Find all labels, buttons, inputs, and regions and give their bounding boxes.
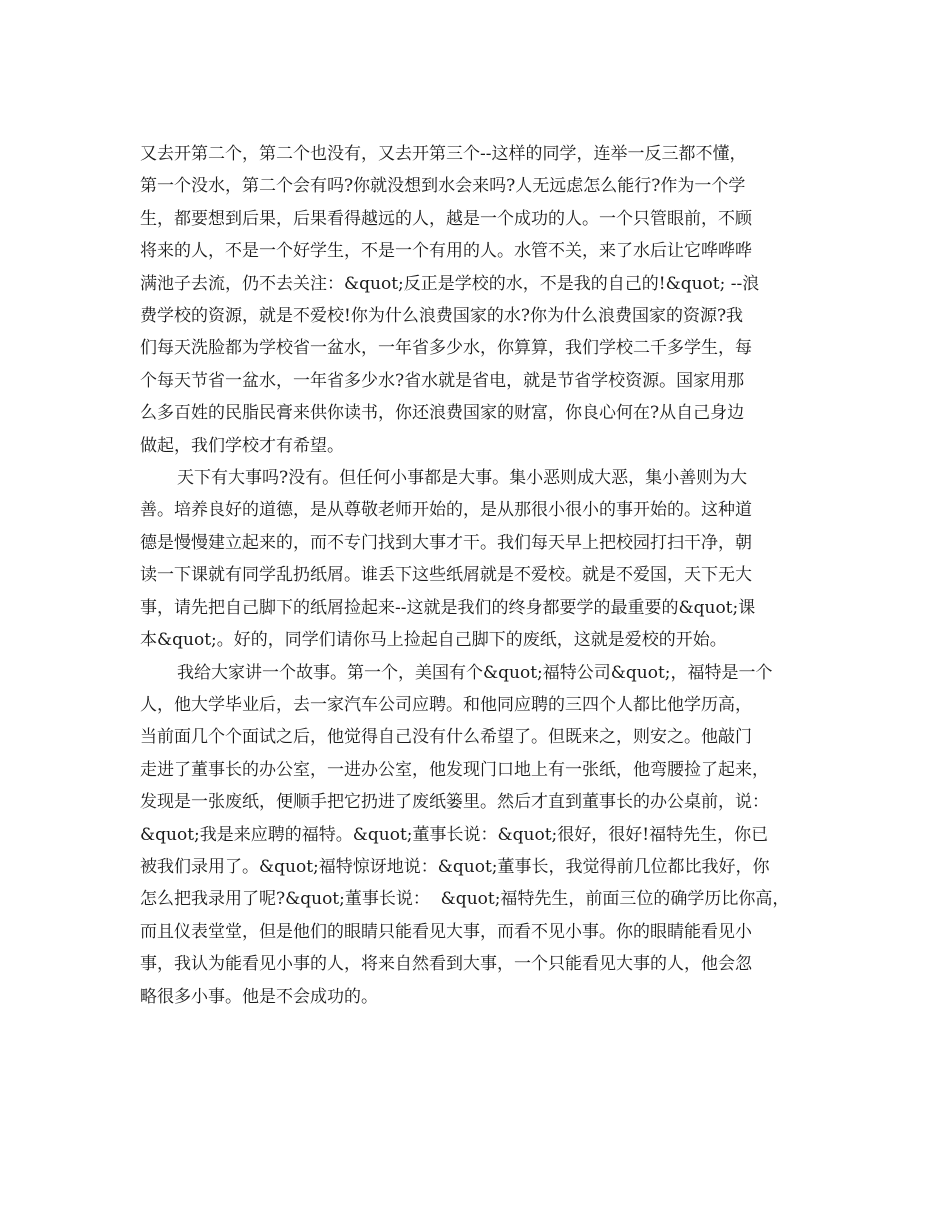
text-line: 本&quot;。好的，同学们请你马上捡起自己脚下的废纸，这就是爱校的开始。 [140, 630, 727, 651]
text-line: 满池子去流，仍不去关注：&quot;反正是学校的水，不是我的自己的!&quot; --浪 [140, 273, 760, 294]
text-line: 当前面几个个面试之后，他觉得自己没有什么希望了。但既来之，则安之。他敲门 [140, 727, 752, 748]
text-line: 略很多小事。他是不会成功的。 [140, 986, 378, 1007]
text-line: 个每天节省一盆水，一年省多少水?省水就是省电，就是节省学校资源。国家用那 [140, 370, 745, 391]
text-line: 我给大家讲一个故事。第一个，美国有个&quot;福特公司&quot;，福特是一个 [177, 662, 773, 683]
text-line: 们每天洗脸都为学校省一盆水，一年省多少水，你算算，我们学校二千多学生，每 [140, 338, 752, 359]
text-line: 做起，我们学校才有希望。 [140, 435, 344, 456]
text-line: 又去开第二个，第二个也没有，又去开第三个--这样的同学，连举一反三都不懂， [140, 144, 747, 164]
paragraph-3 [140, 657, 820, 1013]
text-line: 发现是一张废纸，便顺手把它扔进了废纸篓里。然后才直到董事长的办公桌前，说： [140, 792, 769, 813]
text-line: &quot;我是来应聘的福特。&quot;董事长说：&quot;很好，很好!福特先生，你已 [140, 824, 769, 845]
text-line: 生，都要想到后果，后果看得越远的人，越是一个成功的人。一个只管眼前，不顾 [140, 208, 752, 229]
text-line: 而且仪表堂堂，但是他们的眼睛只能看见大事，而看不见小事。你的眼睛能看见小 [140, 921, 752, 942]
document-body [140, 138, 820, 1013]
text-line: 事，请先把自己脚下的纸屑捡起来--这就是我们的终身都要学的最重要的&quot;课 [140, 597, 756, 618]
text-line: 德是慢慢建立起来的，而不专门找到大事才干。我们每天早上把校园打扫干净，朝 [140, 532, 752, 553]
text-line: 将来的人，不是一个好学生，不是一个有用的人。水管不关，来了水后让它哗哗哗 [140, 241, 752, 262]
paragraph-1 [140, 138, 820, 462]
text-line: 费学校的资源，就是不爱校!你为什么浪费国家的水?你为什么浪费国家的资源?我 [140, 306, 744, 327]
text-line: 天下有大事吗?没有。但任何小事都是大事。集小恶则成大恶，集小善则为大 [177, 468, 748, 489]
text-line: 读一下课就有同学乱扔纸屑。谁丢下这些纸屑就是不爱校。就是不爱国，天下无大 [140, 565, 752, 586]
text-line: 人，他大学毕业后，去一家汽车公司应聘。和他同应聘的三四个人都比他学历高， [140, 694, 752, 715]
text-line: 事，我认为能看见小事的人，将来自然看到大事，一个只能看见大事的人，他会忽 [140, 954, 752, 975]
paragraph-2 [140, 462, 820, 656]
text-line: 走进了董事长的办公室，一进办公室，他发现门口地上有一张纸，他弯腰捡了起来， [140, 759, 769, 780]
text-line: 怎么把我录用了呢?&quot;董事长说： &quot;福特先生，前面三位的确学历比你高， [140, 889, 790, 910]
text-line: 被我们录用了。&quot;福特惊讶地说：&quot;董事长，我觉得前几位都比我好，你 [140, 856, 770, 877]
text-line: 第一个没水，第二个会有吗?你就没想到水会来吗?人无远虑怎么能行?作为一个学 [140, 176, 746, 197]
text-line: 么多百姓的民脂民膏来供你读书，你还浪费国家的财富，你良心何在?从自己身边 [140, 403, 745, 424]
text-line: 善。培养良好的道德，是从尊敬老师开始的，是从那很小很小的事开始的。这种道 [140, 500, 752, 521]
